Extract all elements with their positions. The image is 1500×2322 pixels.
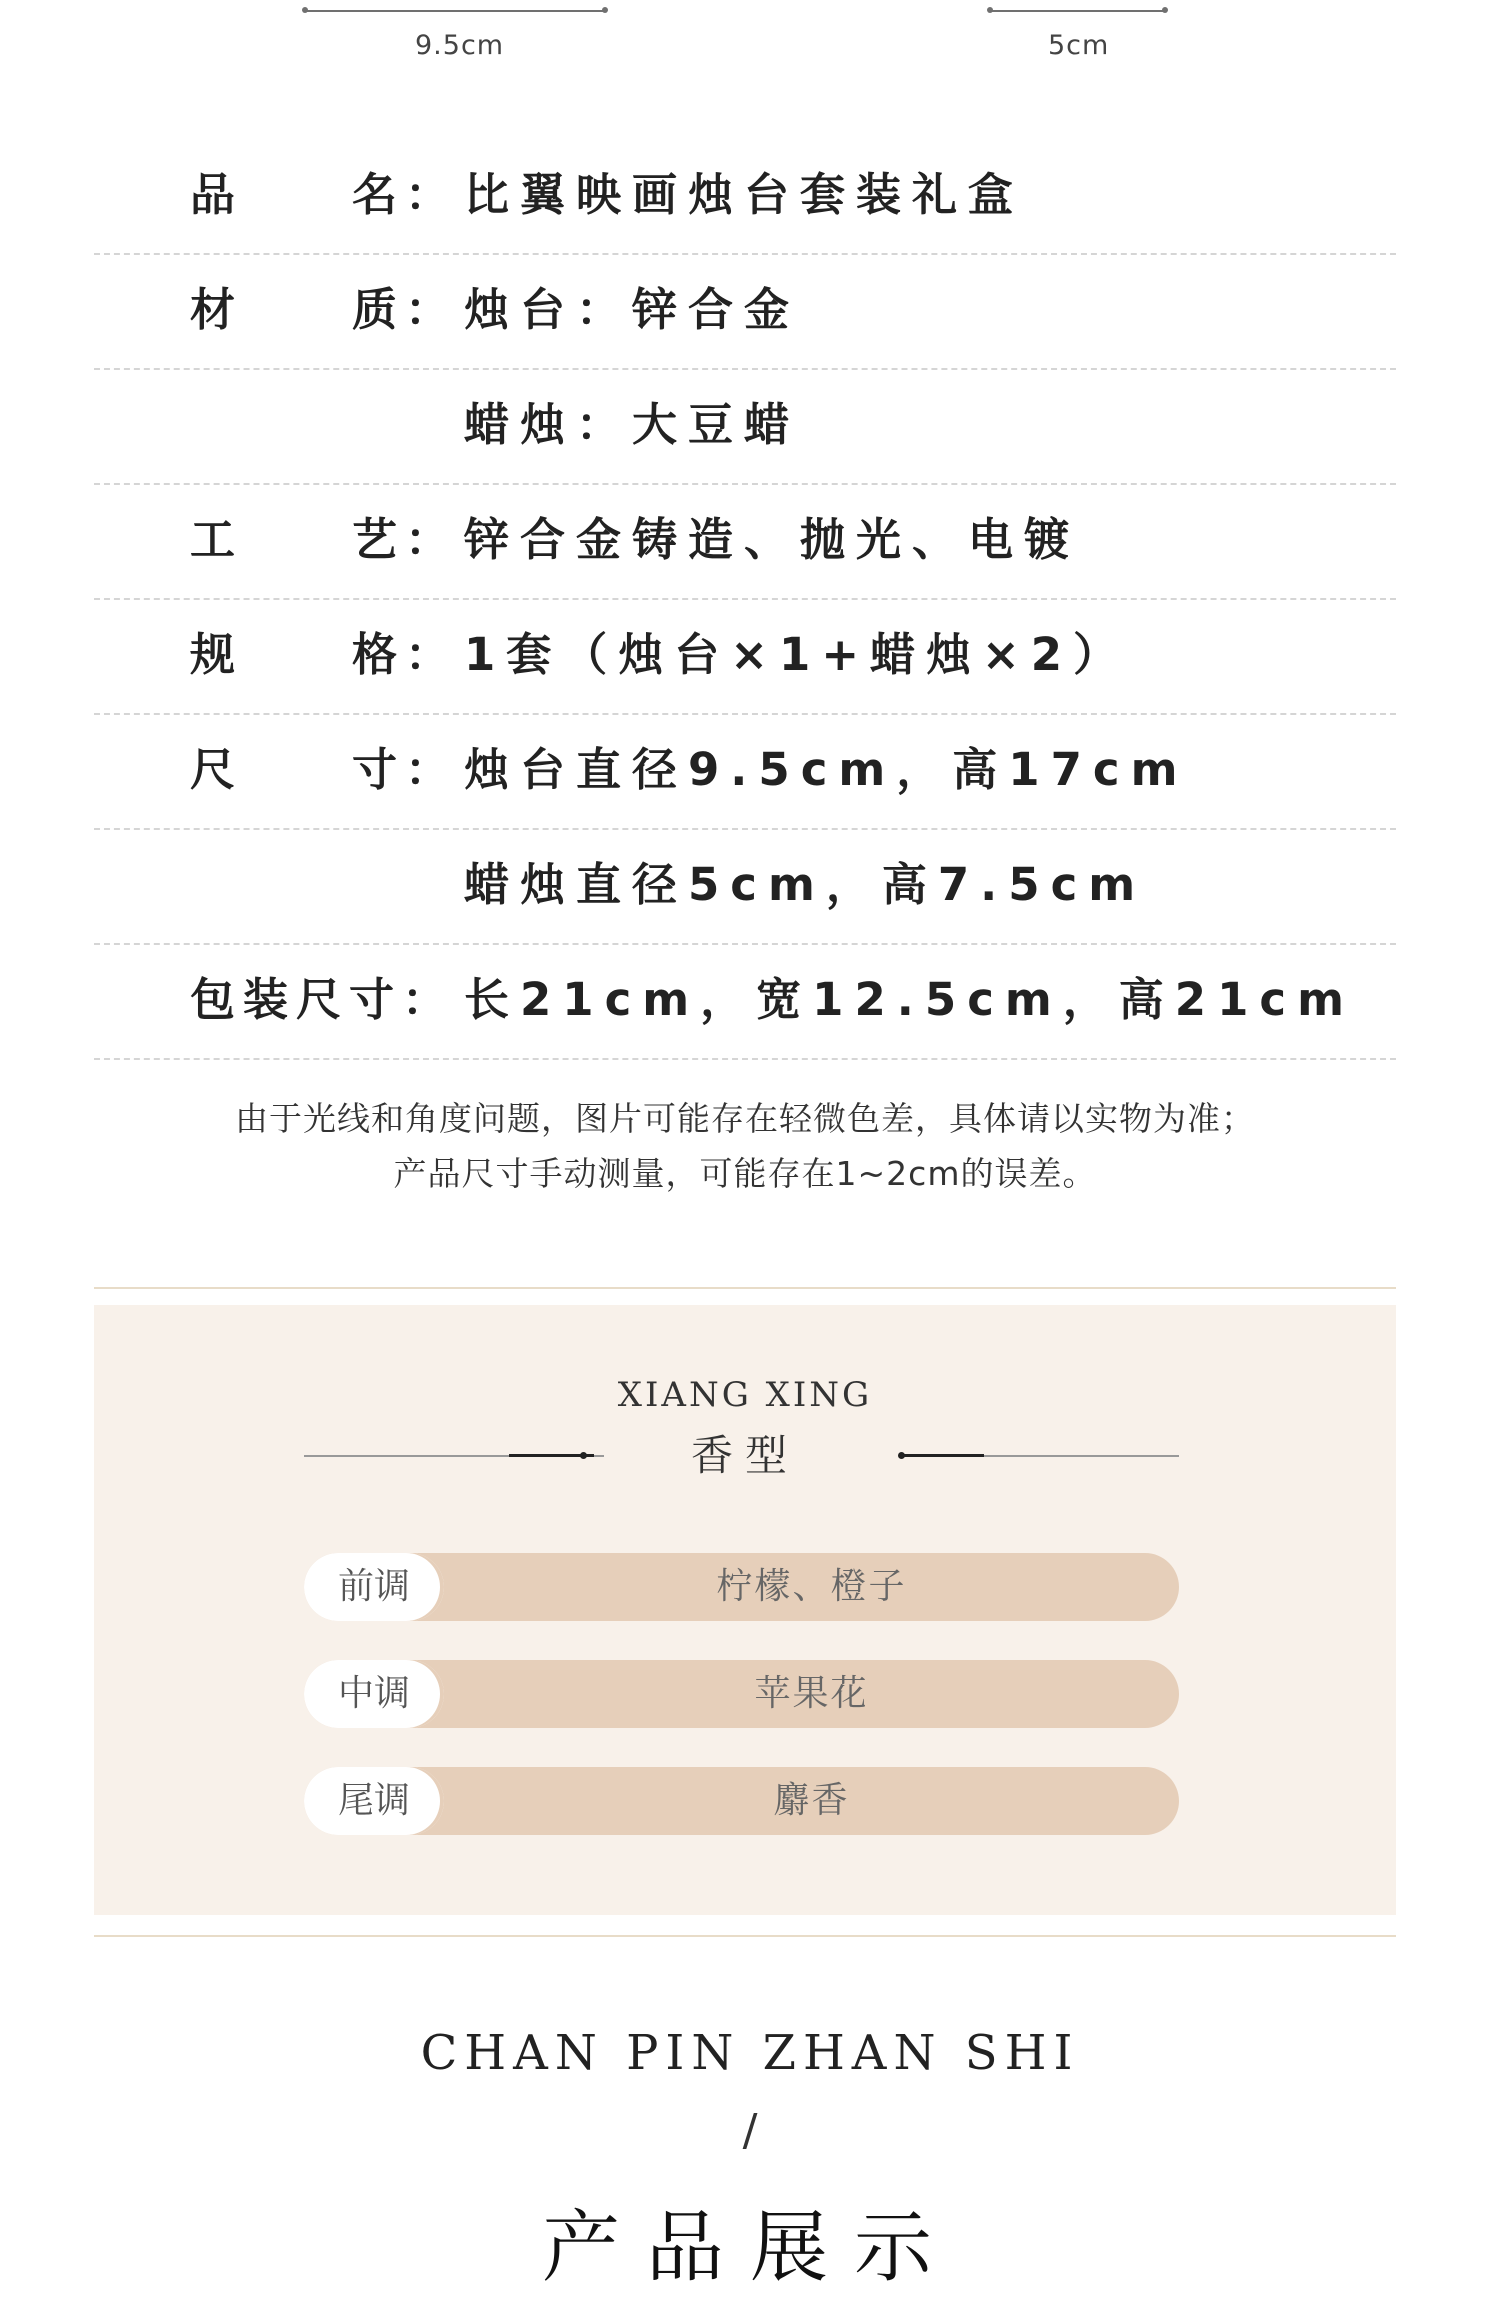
scent-note-label: 中调 xyxy=(304,1660,444,1728)
scent-note-label: 尾调 xyxy=(304,1767,444,1835)
showcase-title-en: CHAN PIN ZHAN SHI xyxy=(420,2025,1080,2081)
spec-label: 材 xyxy=(190,283,244,336)
spec-label: 尺 xyxy=(190,743,244,796)
spec-label: 艺： xyxy=(352,513,459,566)
spec-value: 锌合金铸造、抛光、电镀 xyxy=(464,513,1081,566)
scent-note-label: 前调 xyxy=(304,1553,444,1621)
scent-title-cn: 香型 xyxy=(690,1431,799,1480)
scent-note-value: 麝香 xyxy=(773,1780,850,1821)
scent-note-top xyxy=(304,1553,1179,1621)
spec-label: 品 xyxy=(190,168,244,221)
spec-row-material xyxy=(94,255,1396,370)
spec-label: 格： xyxy=(352,628,459,681)
showcase-title-cn: 产品展示 xyxy=(541,2203,958,2293)
scent-note-base xyxy=(304,1767,1179,1835)
spec-value: 1套（烛台×1+蜡烛×2） xyxy=(464,628,1130,681)
divider xyxy=(94,1935,1396,1937)
spec-row-package xyxy=(94,945,1396,1060)
decor-dot-right xyxy=(898,1452,905,1459)
spec-row-name xyxy=(94,140,1396,255)
spec-row-size-candle xyxy=(94,830,1396,945)
dimension-line xyxy=(305,10,605,12)
spec-value: 烛台直径9.5cm，高17cm xyxy=(464,743,1189,796)
dimension-label: 9.5cm xyxy=(415,30,505,61)
spec-value: 烛台：锌合金 xyxy=(464,283,801,336)
spec-label: 名： xyxy=(352,168,459,221)
spec-row-craft xyxy=(94,485,1396,600)
spec-label: 质： xyxy=(352,283,459,336)
spec-value: 蜡烛直径5cm，高7.5cm xyxy=(464,858,1147,911)
spec-row-material-candle xyxy=(94,370,1396,485)
decor-line-right-accent xyxy=(899,1454,984,1457)
spec-label: 工 xyxy=(190,513,244,566)
decor-dot-left xyxy=(580,1452,587,1459)
scent-note-value: 柠檬、橙子 xyxy=(716,1566,907,1607)
disclaimer-line-2: 产品尺寸手动测量，可能存在1~2cm的误差。 xyxy=(393,1154,1097,1193)
spec-label: 包装尺寸： xyxy=(190,973,456,1026)
spec-value: 长21cm，宽12.5cm，高21cm xyxy=(464,973,1355,1026)
scent-section xyxy=(94,1305,1396,1915)
divider xyxy=(94,1287,1396,1289)
spec-row-size xyxy=(94,715,1396,830)
disclaimer-line-1: 由于光线和角度问题，图片可能存在轻微色差，具体请以实物为准； xyxy=(235,1099,1255,1138)
showcase-slash: / xyxy=(742,2105,758,2156)
spec-table xyxy=(94,140,1396,1060)
spec-value: 比翼映画烛台套装礼盒 xyxy=(464,168,1025,221)
dimension-line xyxy=(990,10,1165,12)
dimension-label: 5cm xyxy=(1048,30,1110,61)
spec-value: 蜡烛：大豆蜡 xyxy=(464,398,801,451)
scent-title-en: XIANG XING xyxy=(617,1375,873,1415)
spec-row-spec xyxy=(94,600,1396,715)
scent-note-middle xyxy=(304,1660,1179,1728)
scent-note-value: 苹果花 xyxy=(754,1673,869,1714)
spec-label: 寸： xyxy=(352,743,459,796)
spec-label: 规 xyxy=(190,628,244,681)
